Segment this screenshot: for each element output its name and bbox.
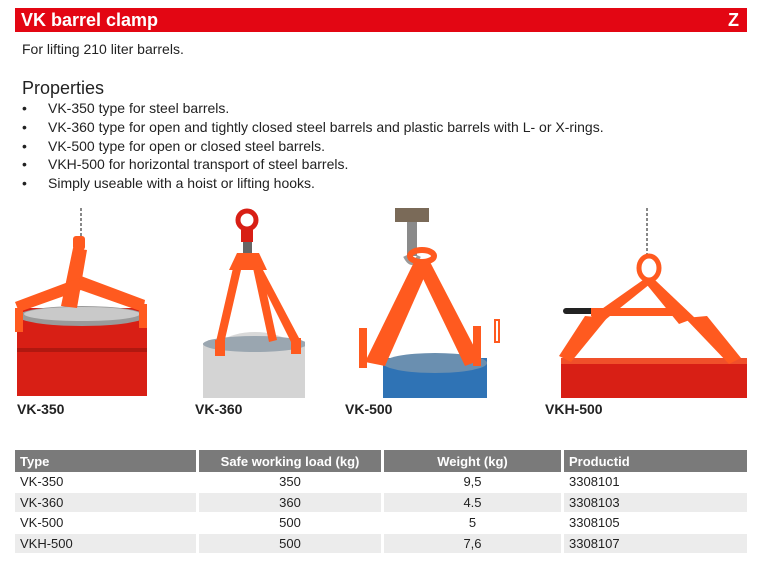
product-label: VK-350 (17, 401, 65, 417)
col-weight: Weight (kg) (384, 450, 564, 472)
product-label: VK-500 (345, 401, 393, 417)
title-bar (15, 8, 747, 32)
spec-table (15, 450, 747, 554)
property-item: • VKH-500 for horizontal transport of steel barrels. (22, 156, 349, 173)
vk-500-image (345, 208, 500, 398)
table-header-row (15, 450, 747, 472)
table-row: VK-360 360 4.5 3308103 (15, 493, 747, 514)
product-label: VKH-500 (545, 401, 603, 417)
product-vk-500 (345, 208, 500, 420)
vkh-500-image (545, 208, 750, 398)
page-title: VK barrel clamp (21, 9, 159, 30)
product-vkh-500 (545, 208, 750, 420)
properties-heading: Properties (22, 78, 105, 98)
col-productid: Productid (564, 450, 747, 472)
property-item: • VK-500 type for open or closed steel barrels. (22, 137, 326, 154)
col-type: Type (15, 450, 199, 472)
product-gallery (15, 208, 750, 420)
property-item: • VK-360 type for open and tightly closed steel barrels and plastic barrels with L- or X-rings. (22, 118, 604, 135)
intro-text: For lifting 210 liter barrels. (22, 41, 184, 57)
table-row: VK-500 500 5 3308105 (15, 513, 747, 534)
property-item: • VK-350 type for steel barrels. (22, 100, 230, 116)
product-vk-350 (15, 208, 155, 420)
section-letter: Z (728, 9, 739, 30)
table-row: VKH-500 500 7,6 3308107 (15, 534, 747, 555)
bullet-icon: • (22, 175, 27, 192)
bullet-icon: • (22, 118, 27, 135)
col-safe-working-load: Safe working load (kg) (199, 450, 384, 472)
bullet-icon: • (22, 156, 27, 173)
product-vk-360 (195, 208, 305, 420)
vk-350-image (15, 208, 155, 398)
bullet-icon: • (22, 137, 27, 154)
product-label: VK-360 (195, 401, 243, 417)
property-item: • Simply useable with a hoist or lifting hooks. (22, 175, 315, 192)
properties-list (22, 99, 604, 193)
table-row: VK-350 350 9,5 3308101 (15, 472, 747, 493)
bullet-icon: • (22, 100, 27, 116)
vk-360-image (195, 208, 305, 398)
